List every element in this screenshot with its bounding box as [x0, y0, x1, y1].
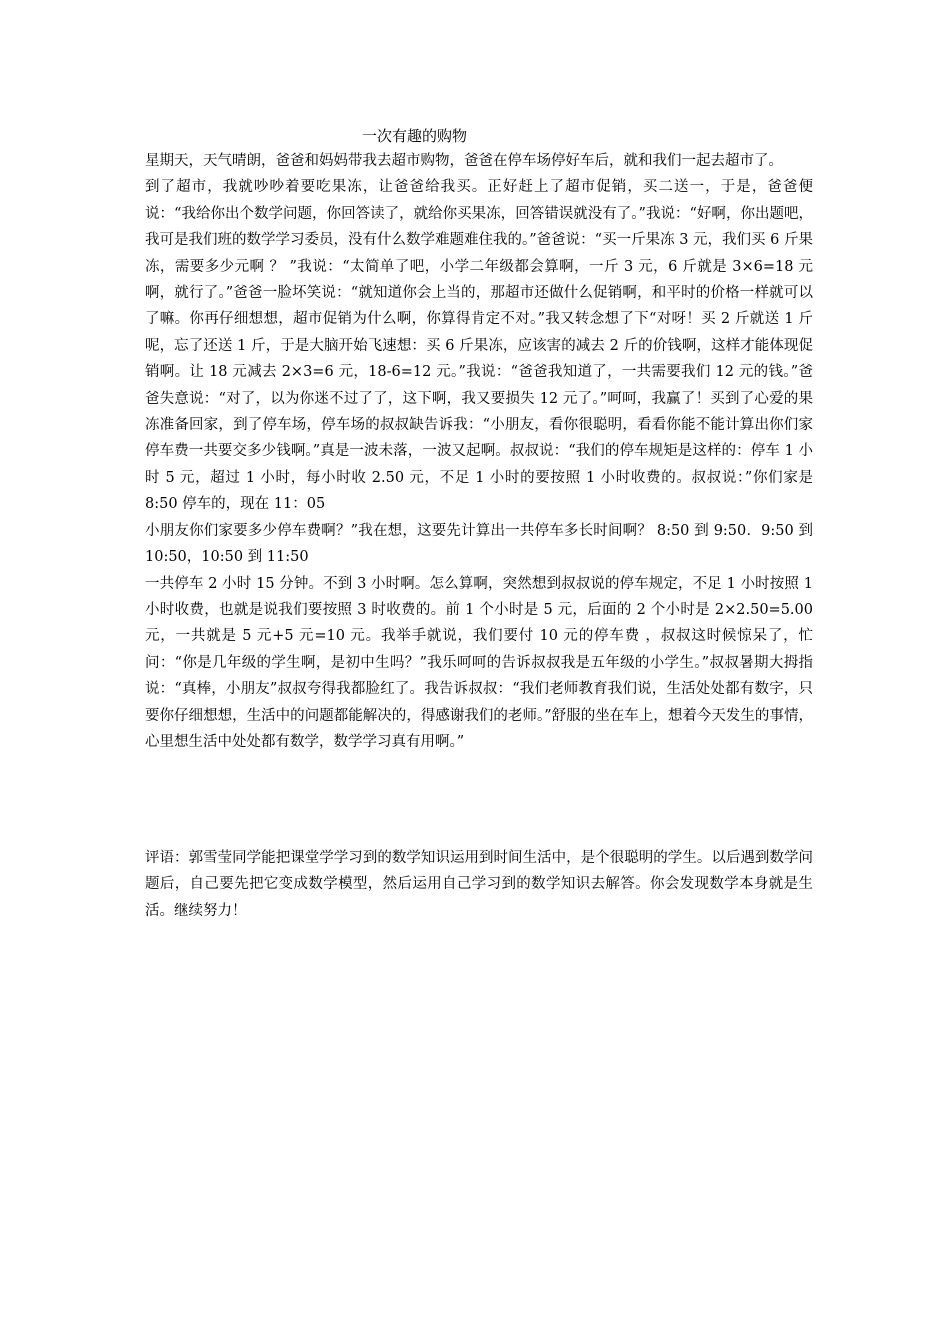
paragraph: 小朋友你们家要多少停车费啊？”我在想，这要先计算出一共停车多长时间啊？ 8:50 到 9:50．9:50 到 10:50，10:50 到 11:50	[145, 522, 813, 566]
essay-body	[145, 148, 813, 755]
paragraph: 到了超市，我就吵吵着要吃果冻，让爸爸给我买。正好赶上了超市促销，买二送一，于是，爸爸便说：“我给你出个数学问题，你回答读了，就给你买果冻，回答错误就没有了。”我说：“好啊，你出题吧，我可是我们班的数学学习委员，没有什么数学难题难住我的。”爸爸说：“买一斤果冻 3 元，我们买 6 斤果冻，需要多少元啊 ？ ”我说：“太简单了吧，小学二年级都会算啊，一斤 3 元，6 斤就是 3×6=18 元啊，就行了。”爸爸一脸坏笑说：“就知道你会上当的，那超市还做什么促销啊，和平时的价格一样就可以了嘛。你再仔细想想，超市促销为什么啊，你算得肯定不对。”我又转念想了下“对呀！买 2 斤就送 1 斤呢，忘了还送 1 斤，于是大脑开始飞速想：买 6 斤果冻，应该害的减去 2 斤的价钱啊，这样才能体现促销啊。让 18 元减去 2×3=6 元，18-6=12 元。”我说：“爸爸我知道了，一共需要我们 12 元的钱。”爸爸失意说：“对了，以为你迷不过了了，这下啊，我又要损失 12 元了。”呵呵，我赢了！买到了心爱的果冻准备回家，到了停车场，停车场的叔叔缺告诉我：“小朋友，看你很聪明，看看你能不能计算出你们家停车费一共要交多少钱啊。”真是一波未落，一波又起啊。叔叔说：“我们的停车规矩是这样的：停车 1 小时 5 元，超过 1 小时，每小时收 2.50 元，不足 1 小时的要按照 1 小时收费的。叔叔说：”你们家是 8:50 停车的，现在 11：05	[145, 179, 813, 513]
teacher-comment: 评语：郭雪莹同学能把课堂学学习到的数学知识运用到时间生活中，是个很聪明的学生。以后遇到数学问题后，自己要先把它变成数学模型，然后运用自己学习到的数学知识去解答。你会发现数学本身就是生活。继续努力！	[145, 850, 813, 919]
paragraph: 一共停车 2 小时 15 分钟。不到 3 小时啊。怎么算啊，突然想到叔叔说的停车规定，不足 1 小时按照 1 小时收费，也就是说我们要按照 3 时收费的。前 1 个小时是 5 元，后面的 2 个小时是 2×2.50=5.00 元，一共就是 5 元+5 元=10 元。我举手就说，我们要付 10 元的停车费 ，叔叔这时候惊呆了，忙问：“你是几年级的学生啊，是初中生吗？”我乐呵呵的告诉叔叔我是五年级的小学生。”叔叔暑期大拇指说：“真棒，小朋友”叔叔夸得我都脸红了。我告诉叔叔：“我们老师教育我们说，生活处处都有数字，只要你仔细想想，生活中的问题都能解决的，得感谢我们的老师。”舒服的坐在车上，想着今天发生的事情，心里想生活中处处都有数学，数学学习真有用啊。”	[145, 575, 813, 750]
document-title: 一次有趣的购物	[362, 127, 468, 145]
paragraph: 星期天，天气晴朗，爸爸和妈妈带我去超市购物，爸爸在停车场停好车后，就和我们一起去超市了。	[145, 153, 783, 169]
